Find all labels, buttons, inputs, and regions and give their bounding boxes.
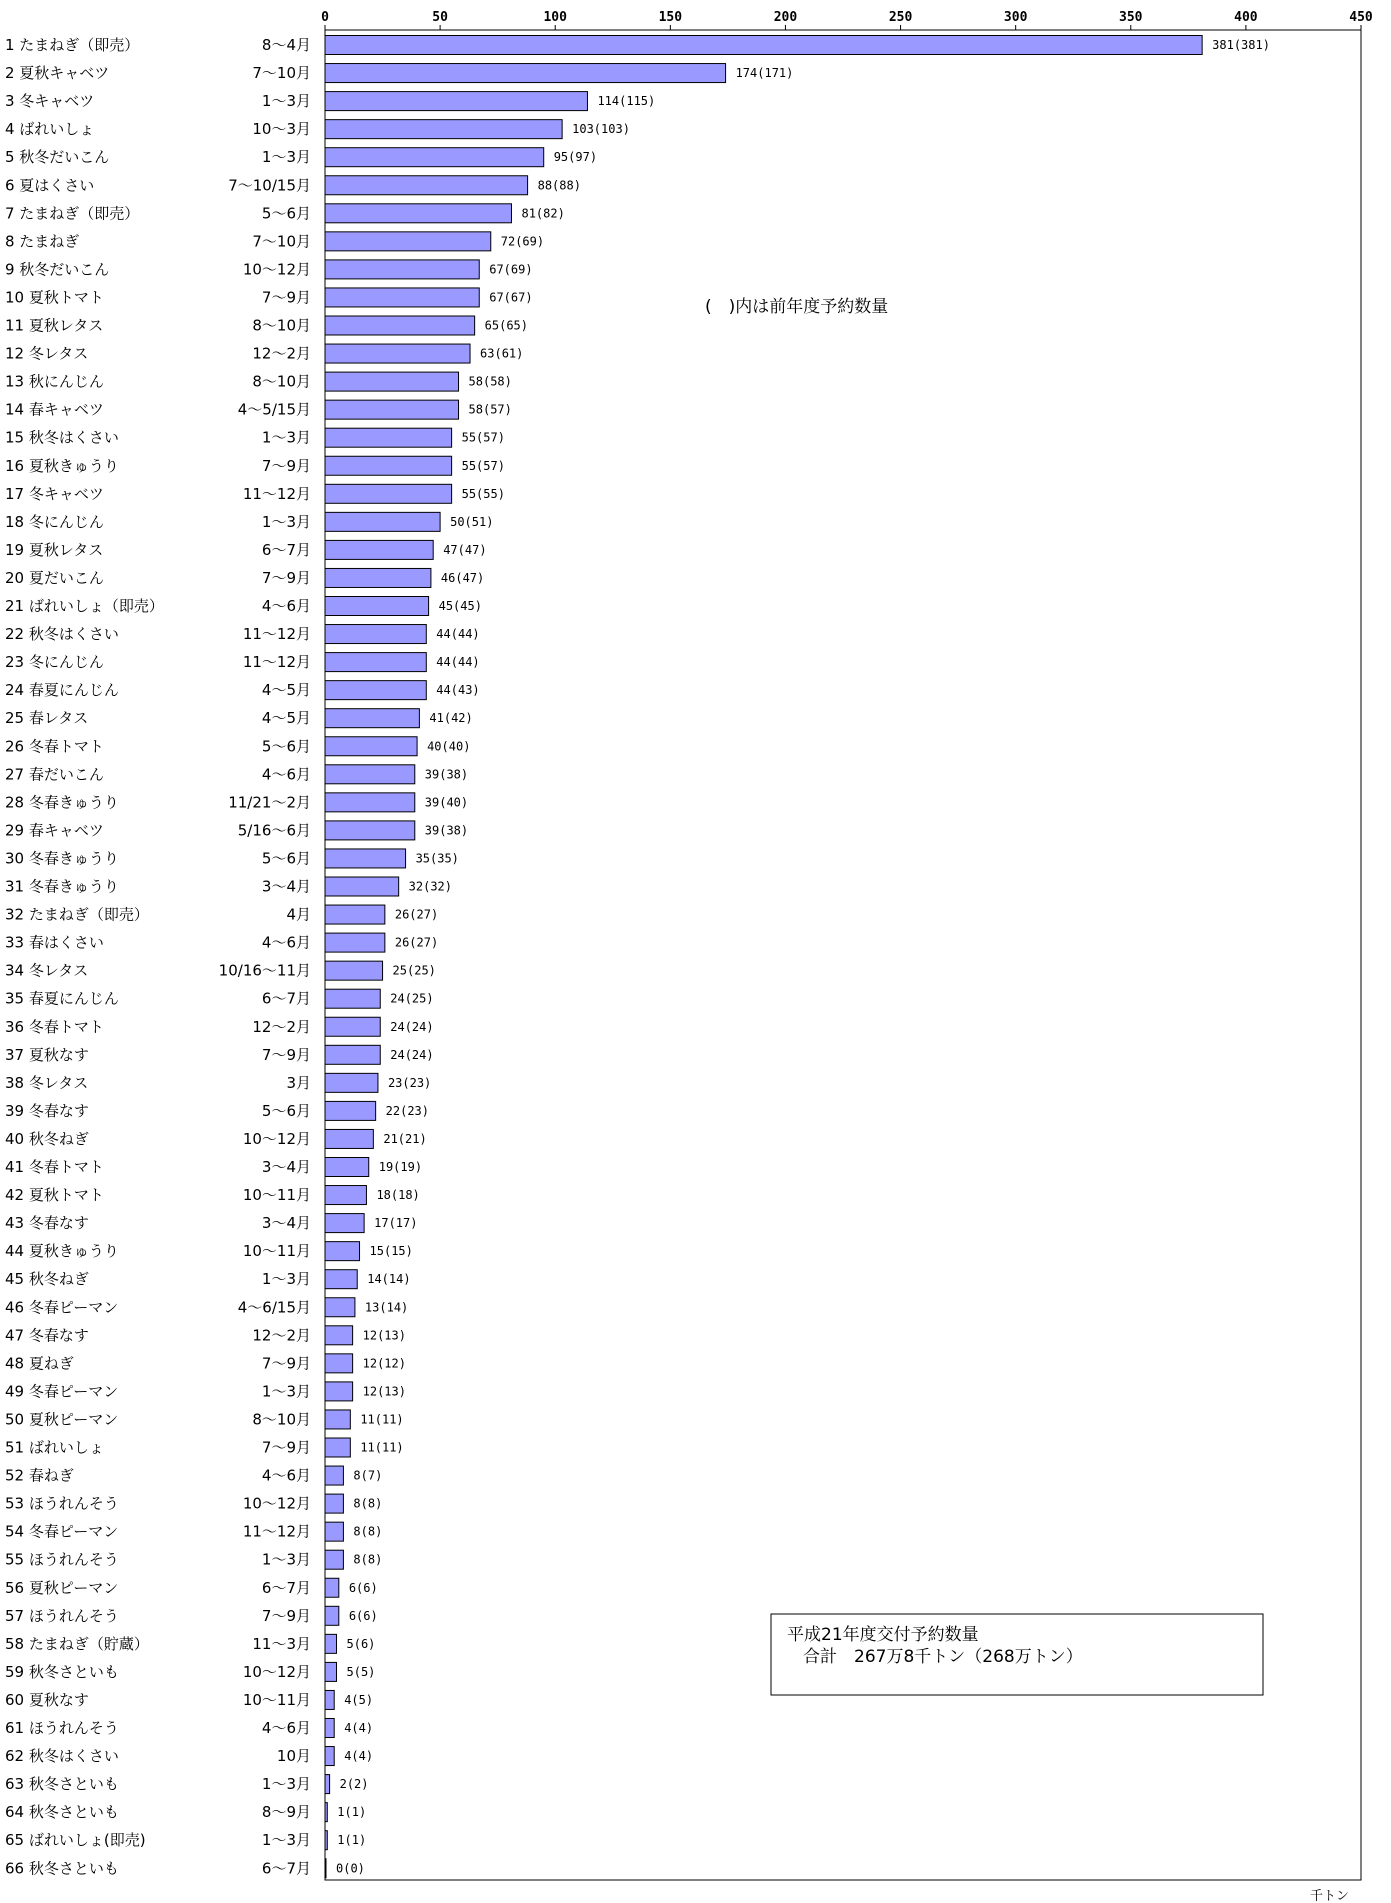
bar: [325, 232, 491, 251]
bar-value-label: 45(45): [438, 599, 482, 613]
row-label: 49 冬春ピーマン: [5, 1382, 119, 1401]
summary-title: 平成21年度交付予約数量: [787, 1625, 979, 1645]
bar: [325, 400, 459, 419]
bar: [325, 204, 511, 223]
bar: [325, 260, 479, 279]
row-period: 10～12月: [242, 1662, 311, 1681]
bar-value-label: 32(32): [408, 879, 453, 894]
row-period: 10～12月: [242, 260, 311, 279]
row-label: 7 たまねぎ（即売）: [5, 204, 140, 223]
bar-value-label: 63(61): [480, 346, 524, 361]
bar: [325, 1158, 369, 1177]
bar: [325, 1214, 364, 1233]
bar-value-label: 55(57): [461, 458, 505, 473]
x-axis-ticks: [321, 10, 1373, 30]
row-period: 1～3月: [261, 1270, 311, 1289]
row-label: 58 たまねぎ（貯蔵）: [5, 1634, 149, 1653]
row-period: 1～3月: [261, 1831, 311, 1850]
bar-value-label: 39(40): [424, 795, 469, 810]
bar: [325, 1298, 355, 1317]
bar-value-label: 72(69): [500, 234, 545, 249]
row-label: 11 夏秋レタス: [5, 316, 104, 335]
bar: [325, 1438, 350, 1457]
bar-value-label: 40(40): [427, 739, 471, 754]
bar-value-label: 6(6): [348, 1580, 378, 1595]
bar-value-label: 1(1): [337, 1833, 367, 1848]
bar: [325, 176, 528, 195]
row-label: 28 冬春きゅうり: [5, 793, 119, 812]
x-tick-label: 100: [543, 10, 567, 25]
bar: [325, 1045, 380, 1064]
bar-value-label: 24(25): [390, 991, 434, 1006]
row-period: 11～12月: [242, 625, 311, 644]
bar-value-label: 21(21): [383, 1131, 427, 1146]
bar: [325, 849, 406, 868]
row-label: 62 秋冬はくさい: [5, 1747, 119, 1766]
x-tick-label: 400: [1234, 10, 1258, 25]
bar: [325, 1747, 334, 1766]
row-label: 14 春キャベツ: [5, 400, 104, 419]
x-tick-label: 150: [658, 10, 683, 25]
bar: [325, 316, 475, 335]
row-label: 5 秋冬だいこん: [5, 148, 110, 167]
bar: [325, 681, 426, 700]
bar-value-label: 14(14): [367, 1272, 411, 1287]
bar: [325, 1831, 327, 1850]
bar: [325, 92, 587, 111]
row-label: 23 冬にんじん: [5, 653, 104, 672]
row-period: 1～3月: [261, 512, 311, 531]
row-period: 7～9月: [261, 288, 311, 307]
row-label: 41 冬春トマト: [5, 1158, 104, 1176]
row-period: 10～12月: [242, 1129, 311, 1148]
row-period: 1～3月: [261, 148, 311, 167]
row-period: 8～10月: [252, 316, 311, 335]
row-period: 1～3月: [261, 1382, 311, 1401]
bar-value-label: 8(8): [353, 1552, 383, 1567]
bar: [325, 933, 385, 952]
row-label: 37 夏秋なす: [5, 1045, 89, 1064]
row-period: 4～6月: [261, 933, 311, 952]
row-label: 65 ばれいしょ(即売): [5, 1831, 146, 1850]
bar-value-label: 44(44): [436, 627, 480, 642]
row-period: 4～6月: [261, 1719, 311, 1737]
bar-value-label: 8(8): [353, 1524, 383, 1539]
bar: [325, 905, 385, 924]
row-period: 3月: [286, 1073, 311, 1092]
row-label: 26 冬春トマト: [5, 737, 104, 756]
row-period: 7～9月: [261, 1354, 311, 1373]
row-label: 42 夏秋トマト: [5, 1186, 104, 1205]
bar: [325, 961, 383, 980]
bar-value-label: 88(88): [537, 178, 581, 193]
bar-value-label: 0(0): [336, 1861, 365, 1876]
row-label: 44 夏秋きゅうり: [5, 1242, 119, 1261]
row-period: 11～12月: [242, 484, 311, 503]
row-period: 10～11月: [242, 1186, 311, 1205]
row-label: 25 春レタス: [5, 709, 89, 728]
row-label: 34 冬レタス: [5, 961, 89, 980]
bar: [325, 877, 399, 896]
bar: [325, 1410, 350, 1429]
row-label: 6 夏はくさい: [5, 176, 95, 195]
row-label: 48 夏ねぎ: [5, 1354, 74, 1373]
x-tick-label: 200: [773, 10, 798, 25]
x-axis-unit: 千トン: [1310, 1889, 1350, 1903]
bar-value-label: 67(69): [489, 262, 533, 277]
bar-value-label: 26(27): [394, 907, 439, 922]
row-label: 20 夏だいこん: [5, 568, 104, 587]
bar-value-label: 11(11): [360, 1412, 404, 1427]
row-label: 19 夏秋レタス: [5, 540, 104, 559]
row-period: 1～3月: [261, 1775, 311, 1794]
bar: [325, 148, 544, 167]
row-label: 30 冬春きゅうり: [5, 849, 119, 868]
row-period: 12～2月: [252, 1017, 311, 1036]
bar: [325, 625, 426, 644]
row-period: 7～9月: [261, 568, 311, 587]
bar-value-label: 44(43): [436, 683, 480, 698]
bar-value-label: 4(4): [344, 1721, 374, 1735]
bar-value-label: 17(17): [374, 1216, 418, 1231]
bar: [325, 1662, 337, 1681]
bar-value-label: 1(1): [337, 1805, 367, 1820]
row-label: 27 春だいこん: [5, 765, 104, 784]
row-period: 1～3月: [261, 428, 311, 447]
bar: [325, 1354, 353, 1373]
row-label: 15 秋冬はくさい: [5, 428, 119, 447]
row-period: 10～11月: [242, 1242, 311, 1261]
row-period: 12～2月: [252, 1326, 311, 1345]
bar: [325, 1326, 353, 1345]
row-label: 55 ほうれんそう: [5, 1550, 119, 1569]
bar-value-label: 5(5): [346, 1664, 376, 1679]
row-period: 4～6/15月: [237, 1298, 311, 1317]
row-period: 7～10月: [252, 64, 311, 83]
bar: [325, 1270, 357, 1289]
bar-value-label: 55(57): [461, 430, 505, 445]
bar-value-label: 50(51): [450, 514, 494, 529]
row-label: 56 夏秋ピーマン: [5, 1578, 119, 1597]
row-period: 8～10月: [252, 372, 311, 391]
summary-box: [771, 1614, 1263, 1695]
row-label: 51 ばれいしょ: [5, 1438, 104, 1457]
row-label: 3 冬キャベツ: [5, 92, 95, 111]
row-period: 10/16～11月: [218, 961, 311, 980]
bar: [325, 1719, 334, 1738]
bar: [325, 64, 726, 83]
bar: [325, 1242, 360, 1261]
row-period: 5/16～6月: [237, 821, 311, 840]
row-period: 11～3月: [252, 1634, 311, 1653]
x-tick-label: 0: [321, 10, 329, 25]
bar-value-label: 39(38): [424, 823, 469, 838]
bar: [325, 540, 433, 559]
bar-value-label: 46(47): [440, 570, 485, 585]
bar-value-label: 81(82): [521, 206, 565, 221]
row-label: 64 秋冬さといも: [5, 1803, 119, 1822]
row-label: 45 秋冬ねぎ: [5, 1270, 89, 1289]
row-label: 47 冬春なす: [5, 1326, 89, 1345]
bar: [325, 1494, 343, 1513]
bar-value-label: 41(42): [429, 711, 473, 726]
bar: [325, 1186, 366, 1205]
bar: [325, 1859, 326, 1878]
bar-value-label: 11(11): [360, 1440, 404, 1455]
row-label: 63 秋冬さといも: [5, 1775, 119, 1794]
bar: [325, 1101, 376, 1120]
bar: [325, 1382, 353, 1401]
bar: [325, 1690, 334, 1709]
row-label: 17 冬キャベツ: [5, 484, 104, 503]
row-period: 12～2月: [252, 344, 311, 363]
bar-value-label: 18(18): [376, 1188, 420, 1203]
bar-value-label: 47(47): [443, 542, 487, 557]
row-period: 8～10月: [252, 1410, 311, 1429]
row-label: 29 春キャベツ: [5, 821, 104, 840]
row-period: 3～4月: [261, 1214, 311, 1233]
row-label: 36 冬春トマト: [5, 1017, 104, 1036]
bar-value-label: 12(12): [362, 1356, 406, 1371]
bar: [325, 1466, 343, 1485]
bar: [325, 1775, 330, 1794]
row-label: 53 ほうれんそう: [5, 1494, 119, 1513]
row-period: 8～4月: [261, 36, 311, 54]
bar: [325, 1073, 378, 1092]
chart-note: ( )内は前年度予約数量: [705, 297, 889, 317]
row-period: 6～7月: [261, 1578, 311, 1597]
row-label: 22 秋冬はくさい: [5, 625, 119, 644]
bar: [325, 597, 429, 616]
row-period: 4～6月: [261, 1466, 311, 1485]
bar: [325, 1578, 339, 1597]
bar: [325, 989, 380, 1008]
bar-value-label: 114(115): [597, 94, 656, 109]
row-period: 10月: [276, 1747, 311, 1766]
row-label: 38 冬レタス: [5, 1073, 89, 1092]
bar-value-label: 24(24): [390, 1019, 434, 1034]
row-label: 13 秋にんじん: [5, 372, 104, 391]
bar: [325, 344, 470, 363]
bar-value-label: 174(171): [735, 66, 794, 81]
bar-value-label: 103(103): [572, 122, 630, 137]
row-label: 18 冬にんじん: [5, 512, 104, 531]
row-period: 7～9月: [261, 1045, 311, 1064]
bar: [325, 568, 431, 587]
bar: [325, 821, 415, 840]
row-period: 10～11月: [242, 1690, 311, 1709]
bar-value-label: 15(15): [369, 1244, 413, 1259]
row-label: 4 ばれいしょ: [5, 120, 95, 139]
row-period: 5～6月: [261, 1101, 311, 1120]
bar: [325, 36, 1202, 55]
bar-value-label: 4(4): [344, 1749, 374, 1764]
row-label: 66 秋冬さといも: [5, 1859, 119, 1878]
bar-value-label: 58(57): [468, 402, 512, 417]
bar: [325, 456, 452, 475]
row-period: 4月: [286, 905, 311, 924]
bar-value-label: 381(381): [1212, 38, 1270, 52]
bar-value-label: 35(35): [415, 851, 459, 866]
row-label: 21 ばれいしょ（即売）: [5, 597, 164, 615]
bar: [325, 288, 479, 307]
row-period: 4～6月: [261, 597, 311, 615]
bar-value-label: 95(97): [553, 150, 598, 165]
bar-value-label: 67(67): [489, 290, 533, 305]
row-label: 59 秋冬さといも: [5, 1662, 119, 1681]
row-label: 33 春はくさい: [5, 933, 104, 952]
bar: [325, 1017, 380, 1036]
bar: [325, 1803, 327, 1822]
row-label: 43 冬春なす: [5, 1214, 89, 1233]
bar-value-label: 12(13): [362, 1328, 406, 1343]
bar: [325, 372, 459, 391]
row-label: 31 冬春きゅうり: [5, 877, 119, 896]
row-label: 50 夏秋ピーマン: [5, 1410, 119, 1429]
row-period: 6～7月: [261, 1859, 311, 1878]
bar-value-label: 44(44): [436, 655, 480, 670]
bar-value-label: 58(58): [468, 374, 512, 389]
row-period: 10～3月: [252, 120, 311, 139]
row-period: 6～7月: [261, 540, 311, 559]
row-period: 7～10/15月: [228, 176, 311, 195]
row-period: 5～6月: [261, 204, 311, 223]
x-tick-label: 350: [1119, 10, 1143, 25]
bar: [325, 737, 417, 756]
row-label: 61 ほうれんそう: [5, 1719, 119, 1737]
row-period: 7～10月: [252, 232, 311, 251]
bar: [325, 765, 415, 784]
row-period: 4～6月: [261, 765, 311, 784]
row-label: 24 春夏にんじん: [5, 681, 119, 700]
bar: [325, 653, 426, 672]
row-label: 16 夏秋きゅうり: [5, 456, 119, 475]
row-period: 5～6月: [261, 849, 311, 868]
bar: [325, 428, 452, 447]
bar: [325, 120, 562, 139]
bar: [325, 793, 415, 812]
row-label: 1 たまねぎ（即売）: [5, 36, 140, 54]
row-label: 60 夏秋なす: [5, 1690, 89, 1709]
bar-value-label: 2(2): [339, 1777, 369, 1792]
bar: [325, 1129, 373, 1148]
x-tick-label: 450: [1349, 10, 1373, 25]
row-period: 7～9月: [261, 456, 311, 475]
row-label: 52 春ねぎ: [5, 1466, 74, 1485]
bar: [325, 1606, 339, 1625]
bar-value-label: 6(6): [348, 1608, 378, 1623]
row-period: 6～7月: [261, 989, 311, 1008]
row-label: 8 たまねぎ: [5, 232, 80, 251]
bar: [325, 709, 419, 728]
row-period: 1～3月: [261, 1550, 311, 1569]
bar-value-label: 26(27): [394, 935, 439, 950]
x-tick-label: 50: [432, 10, 448, 25]
bar-value-label: 5(6): [346, 1636, 376, 1651]
row-period: 11/21～2月: [228, 793, 311, 812]
bar: [325, 1550, 343, 1569]
row-label: 10 夏秋トマト: [5, 288, 104, 307]
row-period: 5～6月: [261, 737, 311, 756]
bar-rows: [5, 36, 1270, 1878]
row-label: 57 ほうれんそう: [5, 1606, 119, 1625]
bar: [325, 1634, 337, 1653]
bar: [325, 512, 440, 531]
row-label: 32 たまねぎ（即売）: [5, 905, 149, 924]
bar-value-label: 23(23): [387, 1075, 432, 1090]
bar-value-label: 24(24): [390, 1047, 434, 1062]
row-period: 7～9月: [261, 1606, 311, 1625]
row-label: 40 秋冬ねぎ: [5, 1129, 89, 1148]
bar-value-label: 19(19): [378, 1160, 423, 1174]
row-period: 4～5月: [261, 681, 311, 700]
row-period: 8～9月: [261, 1803, 311, 1822]
row-period: 4～5/15月: [237, 400, 311, 419]
row-period: 3～4月: [261, 877, 311, 896]
row-period: 11～12月: [242, 653, 311, 672]
bar: [325, 1522, 343, 1541]
bar-value-label: 12(13): [362, 1384, 406, 1399]
bar-value-label: 13(14): [364, 1300, 409, 1315]
row-period: 3～4月: [261, 1158, 311, 1176]
row-label: 54 冬春ピーマン: [5, 1522, 119, 1541]
summary-total: 合計 267万8千トン（268万トン）: [803, 1647, 1083, 1667]
row-label: 12 冬レタス: [5, 344, 89, 363]
row-label: 9 秋冬だいこん: [5, 260, 110, 279]
bar-value-label: 25(25): [392, 963, 436, 978]
row-period: 11～12月: [242, 1522, 311, 1541]
bar-value-label: 55(55): [461, 486, 505, 501]
bar-value-label: 8(7): [353, 1468, 383, 1483]
bar-value-label: 39(38): [424, 767, 469, 782]
row-period: 1～3月: [261, 92, 311, 111]
row-label: 2 夏秋キャベツ: [5, 64, 110, 83]
x-tick-label: 250: [888, 10, 913, 25]
x-tick-label: 300: [1003, 10, 1028, 25]
row-period: 7～9月: [261, 1438, 311, 1457]
bar-value-label: 65(65): [484, 318, 529, 333]
row-period: 10～12月: [242, 1494, 311, 1513]
bar: [325, 484, 452, 503]
bar-value-label: 22(23): [385, 1103, 430, 1118]
row-label: 35 春夏にんじん: [5, 989, 119, 1008]
row-label: 39 冬春なす: [5, 1101, 89, 1120]
row-label: 46 冬春ピーマン: [5, 1298, 119, 1317]
bar-value-label: 8(8): [353, 1496, 383, 1511]
bar-value-label: 4(5): [344, 1692, 374, 1707]
row-period: 4～5月: [261, 709, 311, 728]
